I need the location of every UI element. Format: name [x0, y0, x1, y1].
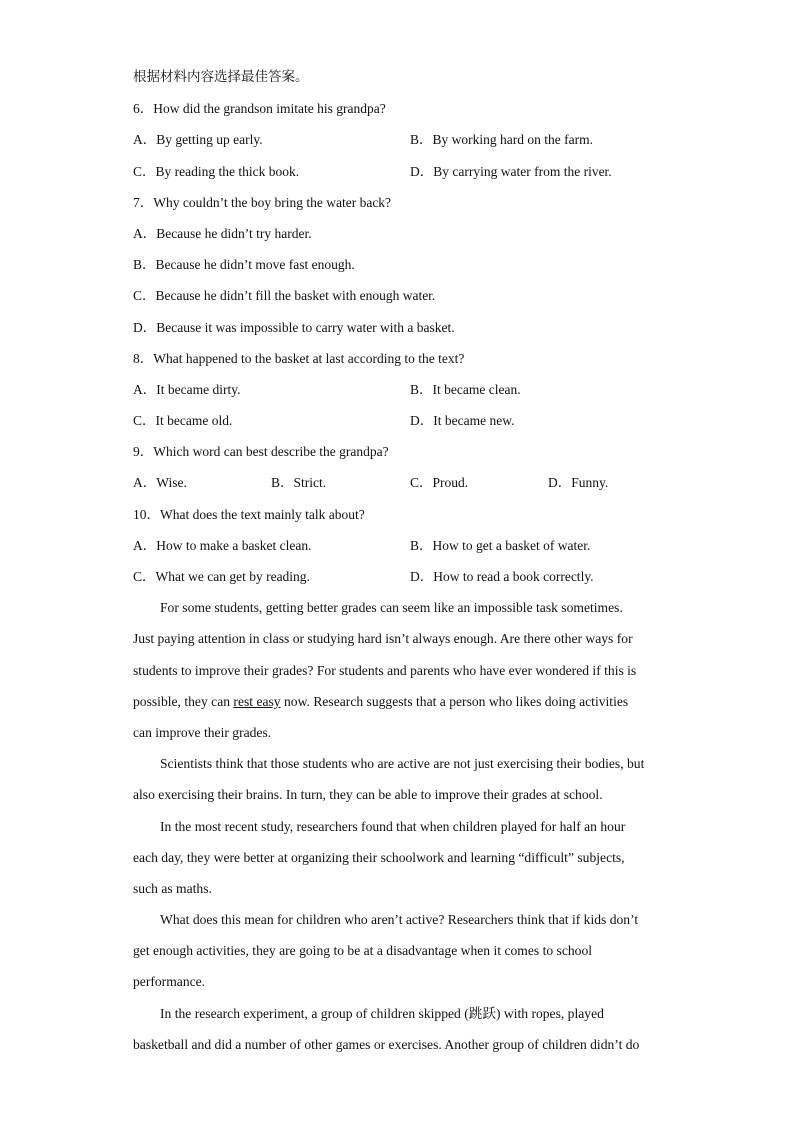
option-row: [133, 530, 663, 561]
option-b[interactable]: B．Strict.: [271, 475, 327, 491]
passage-line: For some students, getting better grades can seem like an impossible task sometimes.: [160, 600, 623, 616]
option-row: [133, 405, 663, 436]
question-stem: 9．Which word can best describe the grandpa?: [133, 444, 389, 460]
option-c[interactable]: C．What we can get by reading.: [133, 569, 310, 584]
option-d[interactable]: D．It became new.: [410, 413, 515, 429]
option-c[interactable]: C．Because he didn’t fill the basket with enough water.: [133, 288, 436, 304]
passage-line: In the research experiment, a group of children skipped (跳跃) with ropes, played: [160, 1005, 604, 1021]
option-b[interactable]: B．By working hard on the farm.: [410, 132, 593, 148]
option-row: [133, 561, 663, 592]
option-c[interactable]: C．By reading the thick book.: [133, 163, 300, 179]
option-row: [133, 156, 663, 187]
passage-line: also exercising their brains. In turn, they can be able to improve their grades at school.: [133, 787, 603, 803]
passage-text: possible, they can: [133, 693, 234, 709]
option-row: [133, 124, 663, 155]
passage-line: each day, they were better at organizing their schoolwork and learning “difficult” subjects,: [133, 849, 625, 865]
question-stem: 10．What does the text mainly talk about?: [133, 506, 365, 522]
passage-line: performance.: [133, 974, 206, 990]
option-a[interactable]: A．By getting up early.: [133, 132, 263, 148]
passage-line: get enough activities, they are going to be at a disadvantage when it comes to school: [133, 943, 593, 959]
passage-line: such as maths.: [133, 880, 212, 896]
option-d[interactable]: D．Funny.: [548, 475, 609, 491]
option-b[interactable]: B．How to get a basket of water.: [410, 537, 591, 553]
question-stem: 8．What happened to the basket at last according to the text?: [133, 350, 465, 366]
option-a[interactable]: A．Because he didn’t try harder.: [133, 225, 312, 241]
passage-line: In the most recent study, researchers found that when children played for half an hour: [160, 818, 626, 834]
passage-text: now. Research suggests that a person who likes doing activities: [280, 693, 629, 709]
option-d[interactable]: D．By carrying water from the river.: [410, 163, 612, 179]
passage-line: can improve their grades.: [133, 724, 272, 740]
option-a[interactable]: A．How to make a basket clean.: [133, 537, 312, 553]
instruction: 根据材料内容选择最佳答案。: [133, 69, 309, 85]
option-b[interactable]: B．It became clean.: [410, 381, 521, 397]
option-a[interactable]: A．It became dirty.: [133, 381, 241, 397]
passage-line: students to improve their grades? For students and parents who have ever wondered if this is: [133, 662, 637, 678]
option-c[interactable]: C．Proud.: [410, 475, 469, 491]
question-stem: 7．Why couldn’t the boy bring the water back?: [133, 194, 392, 210]
option-row: [133, 467, 663, 498]
passage-line: Scientists think that those students who are active are not just exercising their bodies, but: [160, 756, 645, 772]
option-row: [133, 374, 663, 405]
passage-line: [133, 686, 663, 717]
underlined-phrase: rest easy: [233, 693, 281, 709]
worksheet-page: [133, 62, 663, 1060]
question-stem: 6．How did the grandson imitate his grandpa?: [133, 101, 386, 117]
passage-line: What does this mean for children who aren’t active? Researchers think that if kids don’t: [160, 912, 639, 928]
option-b[interactable]: B．Because he didn’t move fast enough.: [133, 257, 355, 273]
passage-line: Just paying attention in class or studying hard isn’t always enough. Are there other ways for: [133, 631, 633, 647]
option-d[interactable]: D．How to read a book correctly.: [410, 569, 594, 584]
passage-line: basketball and did a number of other games or exercises. Another group of children didn’t do: [133, 1036, 640, 1052]
reading-passage: [133, 592, 663, 1060]
option-d[interactable]: D．Because it was impossible to carry water with a basket.: [133, 319, 455, 335]
option-a[interactable]: A．Wise.: [133, 475, 187, 491]
option-c[interactable]: C．It became old.: [133, 413, 233, 429]
